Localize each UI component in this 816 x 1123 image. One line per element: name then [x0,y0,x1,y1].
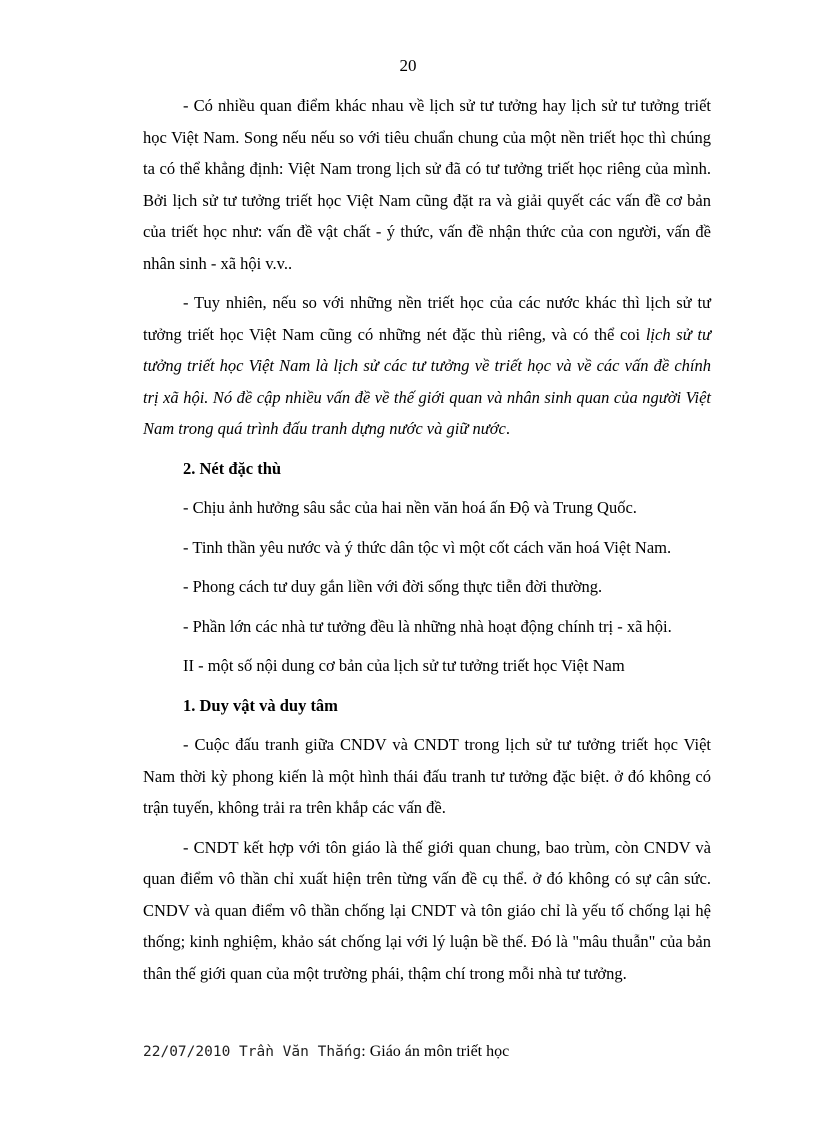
list-item: - Chịu ảnh hưởng sâu sắc của hai nền văn hoá ấn Độ và Trung Quốc. [183,498,637,517]
footer-title: : Giáo án môn triết học [361,1043,510,1060]
page-body [143,90,711,997]
paragraph-2-italic: lịch sử tư tưởng triết học Việt Nam là lịch sử các tư tưởng về triết học và về các vấn đề chính trị xã hội. Nó đề cập nhiều vấn đề về thế giới quan và nhân sinh quan của người Việt Nam trong quá trình đấu tranh dựng nước và giữ nước [143,324,711,438]
paragraph-1: - Có nhiều quan điểm khác nhau về lịch sử tư tưởng hay lịch sử tư tưởng triết học Việt Nam. Song nếu nếu so với tiêu chuẩn chung của một nền triết học thì chúng ta có thể khẳng định: Việt Nam trong lịch sử đã có tư tưởng triết học riêng của mình. Bởi lịch sử tư tưởng triết học Việt Nam cũng đặt ra và giải quyết các vấn đề cơ bản của triết học như: vấn đề vật chất - ý thức, vấn đề nhận thức của con người, vấn đề nhân sinh - xã hội v.v.. [143,96,711,273]
paragraph-3: - Cuộc đấu tranh giữa CNDV và CNDT trong lịch sử tư tưởng triết học Việt Nam thời kỳ phong kiến là một hình thái đấu tranh tư tưởng đặc biệt. ở đó không có trận tuyến, không trải ra trên khắp các vấn đề. [143,735,711,817]
paragraph-4: - CNDT kết hợp với tôn giáo là thế giới quan chung, bao trùm, còn CNDV và quan điểm vô thần chỉ xuất hiện trên từng vấn đề cụ thể. ở đó không có sự cân sức. CNDV và quan điểm vô thần chống lại CNDT và tôn giáo chỉ là yếu tố chống lại hệ thống; kinh nghiệm, khảo sát chống lại với lý luận bề thế. Đó là "mâu thuẫn" của bản thân thế giới quan của một trường phái, thậm chí trong mỗi nhà tư tưởng. [143,837,711,983]
section-heading-materialism: 1. Duy vật và duy tâm [183,695,338,715]
list-item: - Phần lớn các nhà tư tưởng đều là những nhà hoạt động chính trị - xã hội. [183,616,672,636]
page-number: 20 [399,56,417,75]
paragraph-2 [143,287,711,445]
section-heading-features: 2. Nét đặc thù [183,458,282,478]
paragraph-2-end: . [505,419,510,438]
paragraph-2-normal: - Tuy nhiên, nếu so với những nền triết học của các nước khác thì lịch sử tư tưởng triết học Việt Nam cũng có những nét đặc thù riêng, và có thể coi [143,293,711,344]
list-item: - Tinh thần yêu nước và ý thức dân tộc vì một cốt cách văn hoá Việt Nam. [183,537,672,557]
page-footer [143,1043,509,1061]
list-item: - Phong cách tư duy gắn liền với đời sống thực tiễn đời thường. [183,577,603,596]
footer-date-author: 22/07/2010 Trần Văn Thắng [143,1044,362,1060]
part-title: II - một số nội dung cơ bản của lịch sử tư tưởng triết học Việt Nam [183,656,625,675]
